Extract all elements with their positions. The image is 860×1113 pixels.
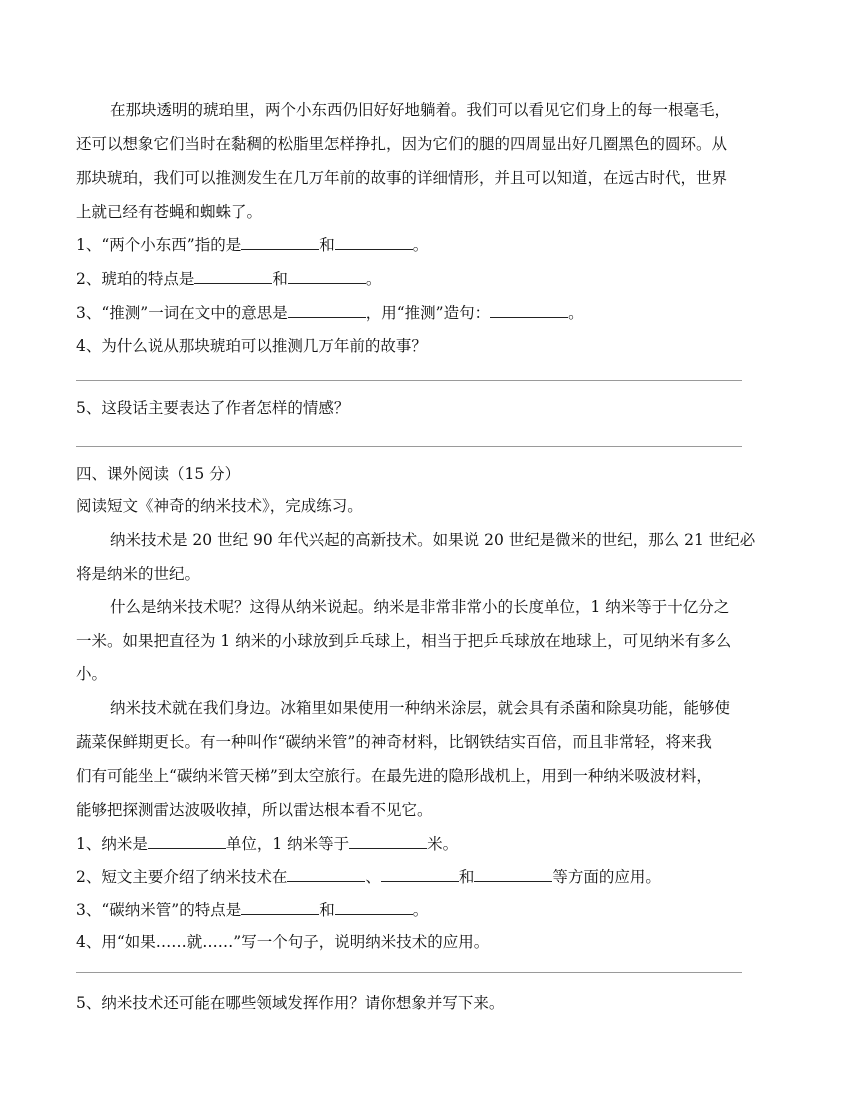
- question-text: 等方面的应用。: [552, 868, 661, 886]
- answer-line[interactable]: [76, 446, 742, 447]
- section-heading: 四、课外阅读（15 分）: [76, 465, 241, 483]
- article-p3-line-4: 能够把探测雷达波吸收掉，所以雷达根本看不见它。: [76, 801, 433, 819]
- question-text: 、: [365, 868, 381, 886]
- article-p1-line-1: 纳米技术是 20 世纪 90 年代兴起的高新技术。如果说 20 世纪是微米的世纪，那么 21 世纪必: [110, 531, 756, 549]
- question-2-1: [76, 833, 786, 854]
- answer-blank[interactable]: [381, 866, 459, 882]
- question-text: 3、“推测”一词在文中的意思是: [76, 304, 288, 322]
- question-text: 1、纳米是: [76, 835, 148, 853]
- question-1-5: 5、这段话主要表达了作者怎样的情感？: [76, 399, 350, 417]
- answer-blank[interactable]: [490, 302, 568, 318]
- question-text: 米。: [427, 835, 459, 853]
- question-1-3: [76, 302, 786, 323]
- article-p1-line-2: 将是纳米的世纪。: [76, 565, 201, 583]
- passage1-line-1: 在那块透明的琥珀里，两个小东西仍旧好好地躺着。我们可以看见它们身上的每一根毫毛，: [110, 101, 731, 119]
- reading-instruction: 阅读短文《神奇的纳米技术》，完成练习。: [76, 497, 363, 515]
- answer-blank[interactable]: [287, 866, 365, 882]
- answer-blank[interactable]: [288, 268, 366, 284]
- question-text: 2、琥珀的特点是: [76, 270, 195, 288]
- article-p2-line-1: 什么是纳米技术呢？这得从纳米说起。纳米是非常非常小的长度单位，1 纳米等于十亿分之: [110, 598, 730, 616]
- question-text: 3、“碳纳米管”的特点是: [76, 901, 242, 919]
- question-1-2: [76, 268, 786, 289]
- answer-blank[interactable]: [148, 833, 226, 849]
- article-p3-line-1: 纳米技术就在我们身边。冰箱里如果使用一种纳米涂层，就会具有杀菌和除臭功能，能够使: [110, 699, 731, 717]
- question-2-4: 4、用“如果……就……”写一个句子，说明纳米技术的应用。: [76, 933, 490, 951]
- question-text: 和: [458, 868, 475, 886]
- question-text: 。: [568, 304, 584, 322]
- question-text: 1、“两个小东西”指的是: [76, 236, 242, 254]
- question-text: 。: [412, 901, 429, 919]
- answer-blank[interactable]: [349, 833, 427, 849]
- article-p2-line-3: 小。: [76, 665, 108, 683]
- answer-blank[interactable]: [241, 899, 319, 915]
- answer-line[interactable]: [76, 380, 742, 381]
- question-text: 和: [272, 270, 288, 288]
- answer-blank[interactable]: [241, 234, 319, 250]
- article-p3-line-2: 蔬菜保鲜期更长。有一种叫作“碳纳米管”的神奇材料，比钢铁结实百倍，而且非常轻，将来我: [76, 733, 712, 751]
- article-p2-line-2: 一米。如果把直径为 1 纳米的小球放到乒乓球上，相当于把乒乓球放在地球上，可见纳米有多么: [76, 632, 732, 650]
- question-text: ，用“推测”造句：: [365, 304, 491, 322]
- passage1-line-4: 上就已经有苍蝇和蜘蛛了。: [76, 203, 263, 221]
- passage1-line-3: 那块琥珀，我们可以推测发生在几万年前的故事的详细情形，并且可以知道，在远古时代，世界: [76, 169, 728, 187]
- question-text: 。: [412, 236, 429, 254]
- answer-blank[interactable]: [335, 899, 413, 915]
- answer-blank[interactable]: [194, 268, 272, 284]
- question-2-3: [76, 899, 786, 920]
- question-text: 单位，1 纳米等于: [225, 835, 350, 853]
- answer-blank[interactable]: [288, 302, 366, 318]
- question-text: 和: [319, 236, 335, 254]
- question-text: 。: [365, 270, 382, 288]
- answer-blank[interactable]: [474, 866, 552, 882]
- answer-blank[interactable]: [335, 234, 413, 250]
- answer-line[interactable]: [76, 972, 742, 973]
- question-text: 2、短文主要介绍了纳米技术在: [76, 868, 288, 886]
- passage1-line-2: 还可以想象它们当时在黏稠的松脂里怎样挣扎，因为它们的腿的四周显出好几圈黑色的圆环。从: [76, 135, 728, 153]
- question-1-4: 4、为什么说从那块琥珀可以推测几万年前的故事？: [76, 337, 427, 355]
- question-2-5: 5、纳米技术还可能在哪些领域发挥作用？请你想象并写下来。: [76, 994, 505, 1012]
- article-p3-line-3: 们有可能坐上“碳纳米管天梯”到太空旅行。在最先进的隐形战机上，用到一种纳米吸波材料，: [76, 767, 712, 785]
- question-1-1: [76, 234, 786, 255]
- question-2-2: [76, 866, 786, 887]
- question-text: 和: [319, 901, 335, 919]
